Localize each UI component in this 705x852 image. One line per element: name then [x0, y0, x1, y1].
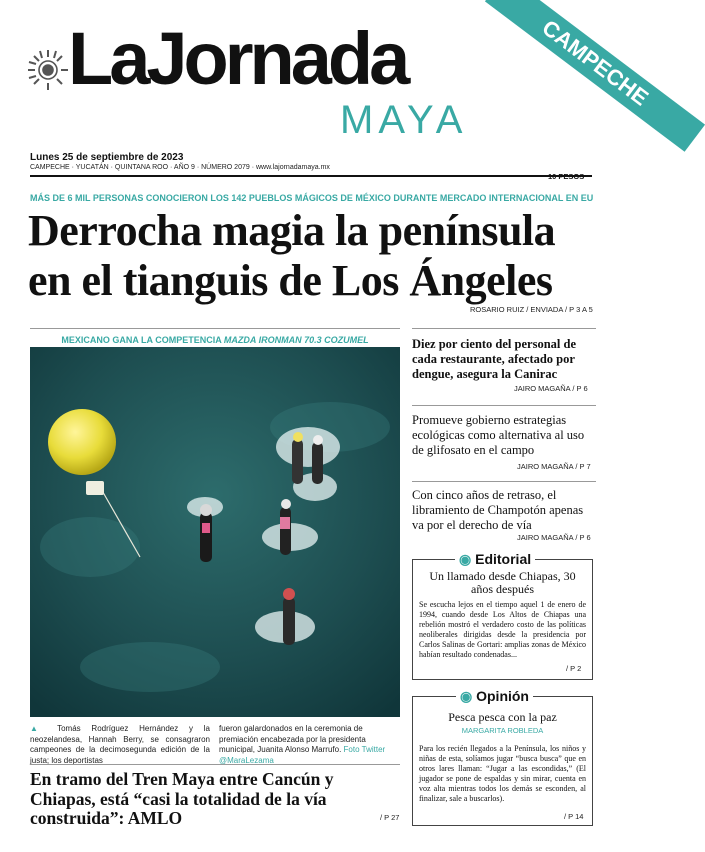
edition-sash [430, 0, 654, 140]
bottom-story-headline[interactable]: En tramo del Tren Maya entre Cancún y Chiapas, está “casi la totalidad de la vía construida”: AMLO [30, 769, 334, 828]
editorial-title [455, 551, 535, 568]
newspaper-logo: LaJornada [68, 17, 407, 100]
lead-headline-line1: Derrocha magia la península [28, 206, 556, 255]
side-divider [412, 481, 596, 482]
lead-headline[interactable] [28, 206, 598, 306]
editorial-title-text: Editorial [475, 551, 532, 567]
sun-small-icon: ◉ [459, 551, 472, 567]
side-story-headline[interactable]: Promueve gobierno estrategias ecológicas como alternativa al uso de glifosato en el campo [412, 413, 585, 457]
opinion-page: / P 14 [564, 812, 584, 821]
side-story-byline: JAIRO MAGAÑA / P 6 [514, 384, 588, 393]
side-divider [412, 405, 596, 406]
bottom-divider [30, 764, 400, 765]
lead-byline: ROSARIO RUIZ / ENVIADA / P 3 A 5 [470, 305, 593, 314]
sash-label: CAMPECHE [485, 0, 705, 152]
issue-price: 10 PESOS [548, 172, 585, 181]
caption-right-text: fueron galardonados en la ceremonia de premiación encabezada por la presidenta municipal, Juanita Alonso Marrufo. [219, 724, 366, 754]
side-divider [412, 328, 596, 329]
lead-headline-line2: en el tianguis de Los Ángeles [28, 256, 553, 305]
editorial-body: Se escucha lejos en el tiempo aquel 1 de enero de 1994, cuando desde Los Altos de Chiapas una rebelión mostró el verdadero costo de las políticas neoliberales dirigidas desde la presidencia por Carlos Salinas de Gortari: amplias zonas de México habían resultado condenadas... [419, 600, 586, 659]
opinion-title [456, 688, 533, 705]
photo-label-event: MAZDA IRONMAN 70.3 COZUMEL [223, 335, 369, 345]
photo-caption-right [219, 724, 400, 766]
opinion-title-text: Opinión [476, 688, 529, 704]
side-story-byline: JAIRO MAGAÑA / P 6 [517, 533, 591, 542]
issue-info: CAMPECHE · YUCATÁN · QUINTANA ROO · AÑO 9 · NÚMERO 2079 · www.lajornadamaya.mx [30, 164, 330, 171]
ironman-swimmers-photo[interactable] [30, 347, 400, 717]
opinion-author: MARGARITA ROBLEDA [461, 726, 544, 735]
photo-caption-left [30, 724, 210, 766]
photo-label [30, 335, 400, 345]
masthead-divider [30, 175, 592, 177]
editorial-page: / P 2 [566, 664, 582, 673]
issue-date: Lunes 25 de septiembre de 2023 [30, 152, 184, 163]
opinion-subtitle: Pesca pesca con la paz [448, 710, 557, 724]
opinion-body: Para los recién llegados a la Península, los niños y niñas de esta, solíamos jugar “busca busca” que en otros lares llaman: “Jugar a las escondidas,” (El jugador se pone de espaldas y sin mirar, cuenta en voz alta mientras todos los demás se esconden, al finalizar, sale a buscarlos). [419, 744, 586, 803]
caption-left-text: Tomás Rodríguez Hernández y la neozelandesa, Hannah Berry, se consagraron campeones de la decimosegunda edición de la justa; los deportistas [30, 724, 210, 765]
side-story-byline: JAIRO MAGAÑA / P 7 [517, 462, 591, 471]
editorial-subtitle: Un llamado desde Chiapas, 30 años después [429, 569, 576, 596]
side-story-headline[interactable]: Diez por ciento del personal de cada restaurante, afectado por dengue, asegura la Canirac [412, 337, 576, 381]
side-story-headline[interactable]: Con cinco años de retraso, el libramiento de Champotón apenas va por el derecho de vía [412, 488, 584, 532]
edition-name: MAYA [340, 98, 468, 142]
sun-small-icon: ◉ [460, 688, 473, 704]
bottom-story-page: / P 27 [380, 813, 400, 822]
photo-divider [30, 328, 400, 329]
caption-triangle-icon: ▲ [30, 724, 47, 733]
sun-logo-icon [26, 48, 70, 92]
photo-credit: Foto Twitter @MaraLezama [219, 745, 386, 765]
lead-kicker: MÁS DE 6 MIL PERSONAS CONOCIERON LOS 142 PUEBLOS MÁGICOS DE MÉXICO DURANTE MERCADO INTERNACIONAL EN EU [30, 193, 594, 203]
photo-label-text: MEXICANO GANA LA COMPETENCIA [61, 335, 222, 345]
